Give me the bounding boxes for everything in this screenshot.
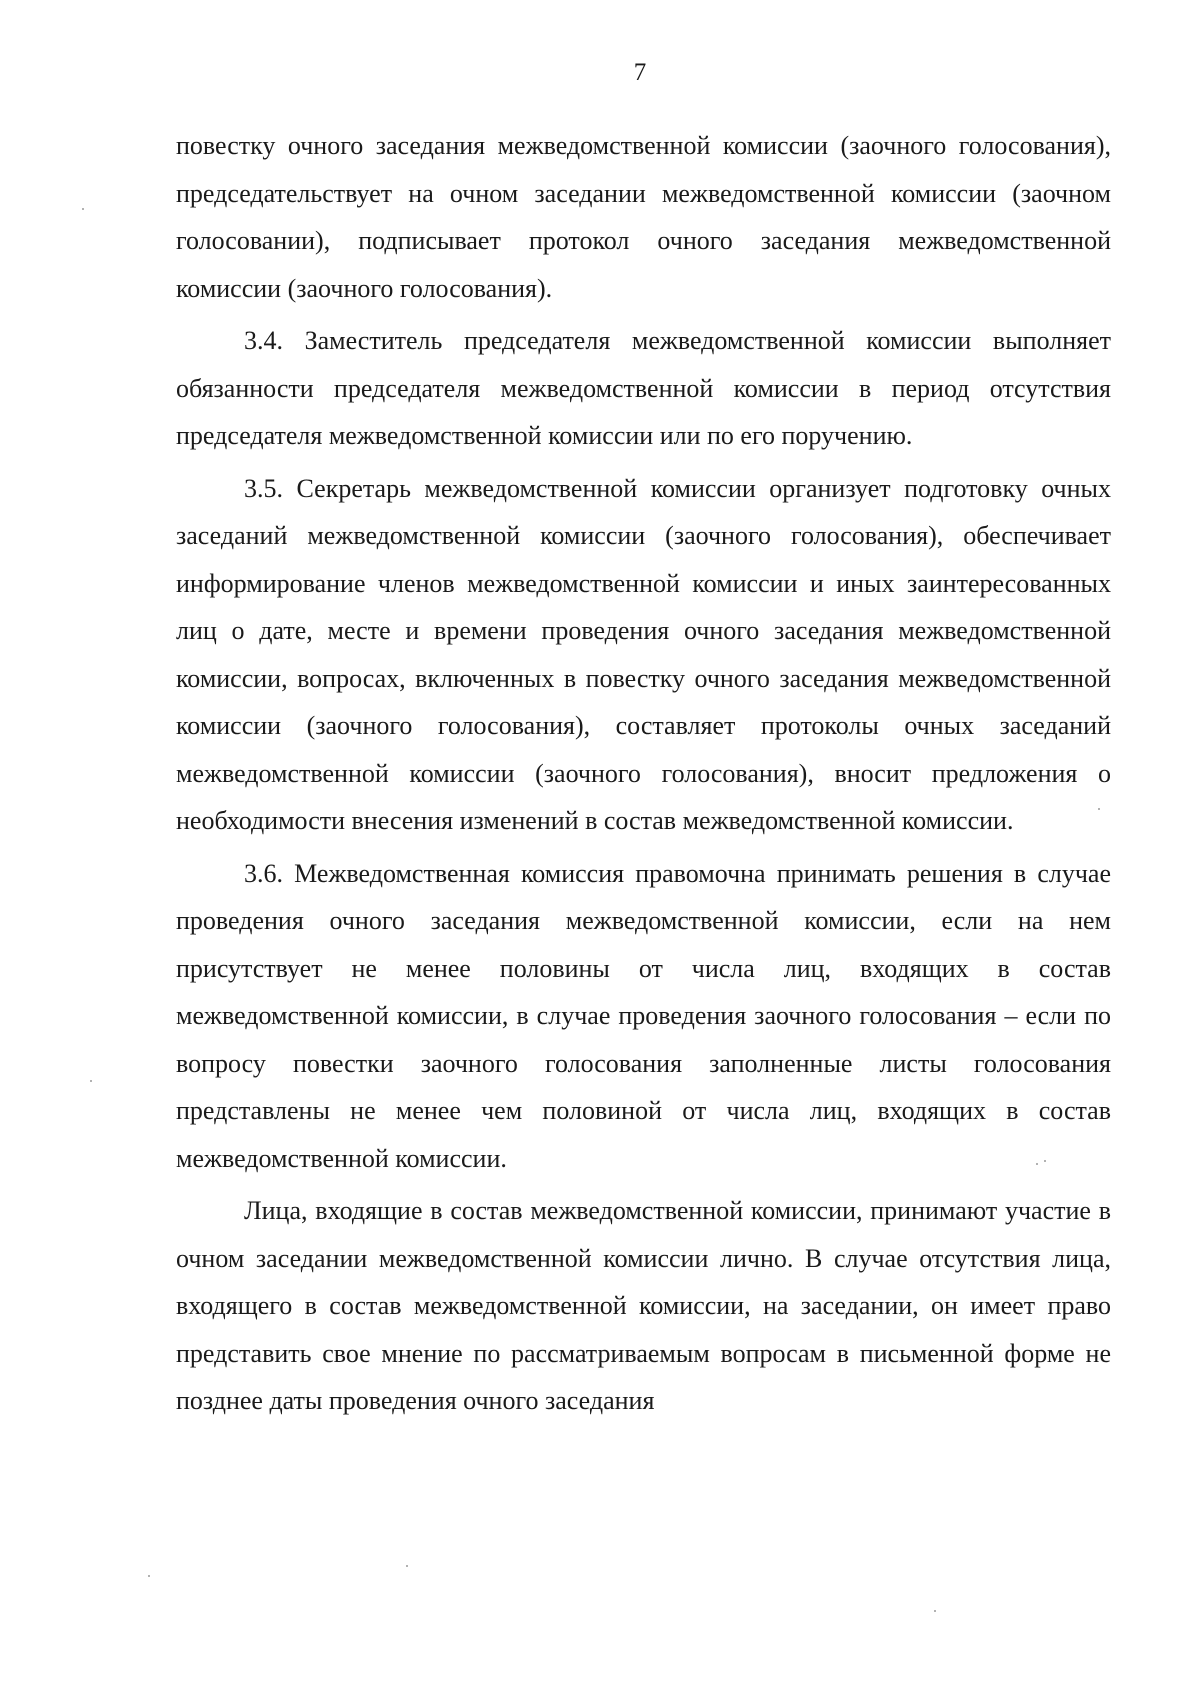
scan-speck [1098, 808, 1100, 810]
scan-speck [1044, 1160, 1046, 1162]
scan-speck [1036, 1163, 1038, 1165]
scan-speck [934, 1610, 936, 1612]
scan-speck [148, 1575, 150, 1577]
paragraph-3-4: 3.4. Заместитель председателя межведомственной комиссии выполняет обязанности председателя межведомственной комиссии в период отсутствия председателя межведомственной комиссии или по его поручению. [176, 326, 1111, 450]
scan-speck [82, 208, 84, 210]
paragraph-continuation: повестку очного заседания межведомственной комиссии (заочного голосования), председательствует на очном заседании межведомственной комиссии (заочном голосовании), подписывает протокол очного заседания межведомственной комиссии (заочного голосования). [176, 131, 1111, 303]
scan-speck [406, 1565, 408, 1567]
paragraph-3-5: 3.5. Секретарь межведомственной комиссии организует подготовку очных заседаний межведомственной комиссии (заочного голосования), обеспечивает информирование членов межведомственной комиссии и иных заинтересованных лиц о дате, месте и времени проведения очного заседания межведомственной комиссии, вопросах, включенных в повестку очного заседания межведомственной комиссии (заочного голосования), составляет протоколы очных заседаний межведомственной комиссии (заочного голосования), вносит предложения о необходимости внесения изменений в состав межведомственной комиссии. [176, 473, 1111, 835]
scan-speck [90, 1080, 92, 1082]
document-body [176, 122, 1111, 1425]
paragraph-members-participation: Лица, входящие в состав межведомственной комиссии, принимают участие в очном заседании межведомственной комиссии лично. В случае отсутствия лица, входящего в состав межведомственной комиссии, на заседании, он имеет право представить свое мнение по рассматриваемым вопросам в письменной форме не позднее даты проведения очного заседания [176, 1196, 1111, 1415]
paragraph-3-6: 3.6. Межведомственная комиссия правомочна принимать решения в случае проведения очного заседания межведомственной комиссии, если на нем присутствует не менее половины от числа лиц, входящих в состав межведомственной комиссии, в случае проведения заочного голосования – если по вопросу повестки заочного голосования заполненные листы голосования представлены не менее чем половиной от числа лиц, входящих в состав межведомственной комиссии. [176, 858, 1111, 1173]
page-number: 7 [633, 59, 647, 86]
